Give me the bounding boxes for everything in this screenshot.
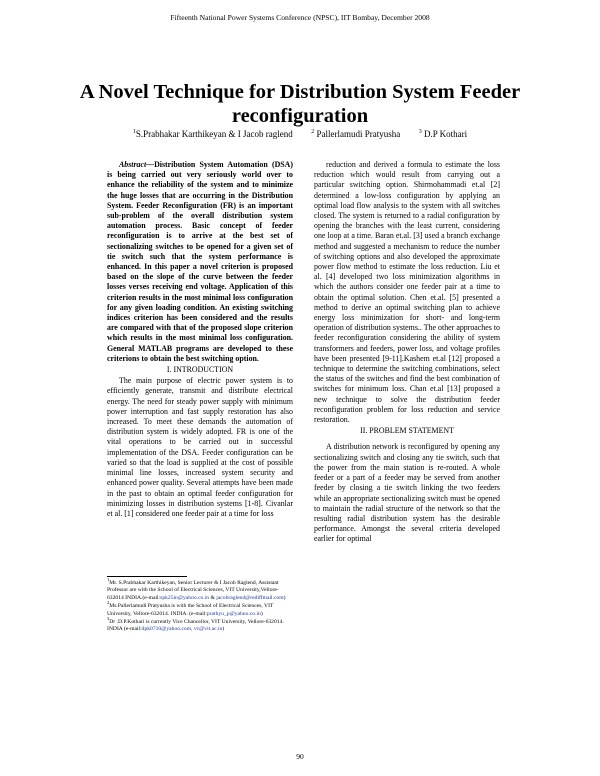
footnote-1-text: Mr. S.Prabhakar Karthikeyan, Senior Lecturer & I Jacob Raglend, Assistant Professor are with the School of Electrical Sciences, VIT University,Vellore-632014 INDIA.(e-mail: (107, 580, 279, 601)
conference-header: Fifteenth National Power Systems Conference (NPSC), IIT Bombay, December 2008 (170, 13, 430, 22)
paper-title: A Novel Technique for Distribution System Feeder reconfiguration (79, 81, 521, 127)
author-2: Pallerlamudi Pratyusha (316, 129, 401, 139)
introduction-paragraph: The main purpose of electric power system is to efficiently generate, transmit and distribute electrical energy. The need for steady power supply with minimum power interruption and fast supply restoration has also increased. To meet these demands the automation of distribution system is widely adopted. FR is one of the vital operations to be carried out in successful implementation of the DSA. Feeder configuration can be varied so that the load is supplied at the cost of possible minimal line losses, increased system security and enhanced power quality. Several attempts have been made in the past to obtain an optimal feeder configuration for minimizing losses in distribution systems [1-8]. Civanlar et al. [1] considered one feeder pair at a time for loss (107, 376, 293, 518)
footnote-2-email[interactable]: prathyu_p@yahoo.co.in (206, 610, 261, 617)
footnote-3-email[interactable]: dpk0710@yahoo.com, vc@vit.ac.in (141, 626, 223, 633)
section-1-heading: I. INTRODUCTION (166, 365, 234, 375)
author-1-sup: 1 (132, 129, 136, 135)
footnote-3-end: ) (222, 626, 225, 633)
footnote-2 (107, 600, 293, 618)
right-column (314, 160, 500, 545)
author-2-sup: 2 (311, 129, 315, 135)
footnote-1 (107, 577, 293, 602)
footnote-1-amp: & (209, 594, 217, 601)
footnote-rule (107, 576, 187, 577)
author-3: D.P Kothari (424, 129, 468, 139)
footnote-3 (107, 616, 293, 634)
left-column (107, 160, 293, 519)
problem-statement-paragraph: A distribution network is reconfigured by opening any sectionalizing switch and closing any tie switch, such that the power from the main station is re-routed. A whole feeder or a part of a feeder may be served from another feeder by closing a tie switch linking the two feeders while an appropriate sectionalizing switch must be opened to maintain the radial structure of the network so that the resulting radial distribution system has the desirable performance. Amongst the several criteria developed earlier for optimal (314, 442, 500, 544)
related-work-paragraph: reduction and derived a formula to estimate the loss reduction which would result from carrying out a particular switching option. Shirmohammadi et.al [2] determined a low-loss configuration by applying an optimal load flow analysis to the system with all switches closed. The system is returned to a radial configuration by opening the branches with the least current, considering one loop at a time. Baran et.al. [3] used a branch exchange method and suggested a mechanism to reduce the number of switching options and also developed the approximate power flow method to estimate the loss reduction. Liu et al. [4] developed two loss minimization algorithms in which the authors consider one feeder pair at a time to obtain the optimal solution. Chen et.al. [5] presented a method to derive an optimal switching plan to achieve energy loss minimization for short- and long-term operation of distribution systems.. The other approaches to feeder reconfiguration considering the ability of system transformers and feeders, power loss, and voltage profiles have been presented [9-11].Kashem et.al [12] proposed a technique to determine the switching combinations, select the status of the switches and find the best combination of switches for minimum loss. Chan et.al [13] proposed a new technique to solve the distribution feeder reconfiguration problem for loss reduction and service restoration. (314, 160, 500, 425)
footnotes (107, 576, 293, 635)
abstract-label: Abstract— (119, 160, 155, 169)
page-number: 90 (296, 752, 304, 761)
footnote-2-sup: 2 (107, 600, 110, 606)
footnote-1-end: ) (283, 594, 286, 601)
footnote-2-end: ) (260, 610, 263, 617)
section-2-heading: II. PROBLEM STATEMENT (360, 426, 454, 436)
author-line (0, 129, 600, 139)
footnote-1-email-1[interactable]: spk25in@yahoo.co.in (160, 594, 210, 601)
author-3-sup: 3 (418, 129, 422, 135)
footnote-1-sup: 1 (107, 577, 110, 583)
abstract (107, 160, 293, 364)
footnote-1-email-2[interactable]: jacobraglend@rediffmail.com (216, 594, 284, 601)
footnote-3-text: Dr .D.P.Kothari is currently Vice Chancellor, VIT University, Vellore-632014. INDIA (e-mail: (107, 619, 284, 633)
footnote-2-text: Ms.Pallerlamudi Pratyusha is with the School of Electrical Sciences, VIT University, Vellore-632014. INDIA. (e-mail: (107, 603, 274, 617)
footnote-3-sup: 3 (107, 616, 110, 622)
author-1: S.Prabhakar Karthikeyan & I Jacob raglend (135, 129, 293, 139)
abstract-text: Distribution System Automation (DSA) is being carried out very seriously world over to enhance the reliability of the system and to minimize the huge losses that are occurring in the Distribution System. Feeder Reconfiguration (FR) is an important sub-problem of the overall distribution system automation process. Basic concept of feeder reconfiguration is to arrive at the best set of sectionalizing switches to be opened for a given set of tie switch such that the system performance is enhanced. In this paper a novel criterion is proposed based on the slope of the curve between the feeder losses verses receiving end voltage. Application of this criterion results in the most minimal loss configuration for any given loading condition. An existing switching indices criterion has been considered and the results are compared with that of the proposed slope criterion which results in the most minimal loss configuration. General MATLAB programs are developed to these criterions to obtain the best switching option. (107, 160, 293, 363)
